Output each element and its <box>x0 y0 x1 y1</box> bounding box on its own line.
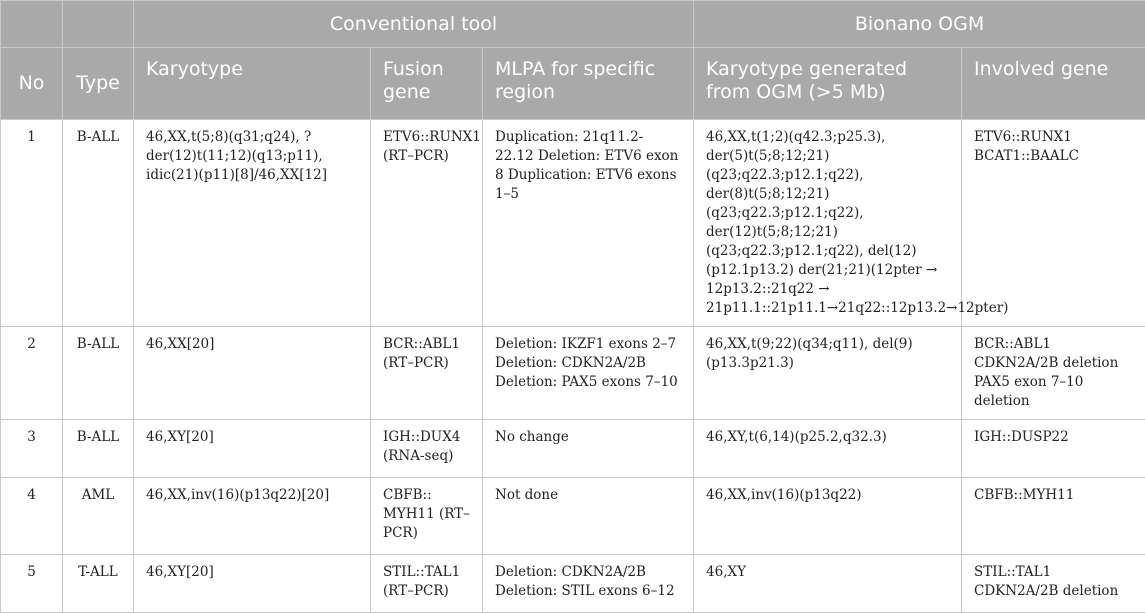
header-type: Type <box>63 48 134 120</box>
header-group-row <box>1 1 1145 48</box>
cell-karyotype-ogm: 46,XY,t(6,14)(p25.2,q32.3) <box>694 420 962 478</box>
cell-karyotype: 46,XY[20] <box>134 555 371 613</box>
cell-no: 3 <box>1 420 63 478</box>
header-involved-gene: Involved gene <box>962 48 1145 120</box>
header-blank-no <box>1 1 63 48</box>
cell-fusion-gene: BCR::ABL1 (RT–PCR) <box>371 327 483 420</box>
header-column-row <box>1 48 1145 120</box>
table-row <box>1 327 1145 420</box>
table-row <box>1 555 1145 613</box>
cell-fusion-gene: STIL::TAL1 (RT–PCR) <box>371 555 483 613</box>
cell-fusion-gene: IGH::DUX4 (RNA-seq) <box>371 420 483 478</box>
cell-involved-gene: BCR::ABL1 CDKN2A/2B deletion PAX5 exon 7–10 deletion <box>962 327 1145 420</box>
cell-karyotype: 46,XX,t(5;8)(q31;q24), ?der(12)t(11;12)(q13;p11), idic(21)(p11)[8]/46,XX[12] <box>134 120 371 327</box>
table-row <box>1 120 1145 327</box>
cell-no: 4 <box>1 478 63 555</box>
header-karyotype: Karyotype <box>134 48 371 120</box>
cell-type: B-ALL <box>63 120 134 327</box>
cell-mlpa: Deletion: CDKN2A/2B Deletion: STIL exons 6–12 <box>483 555 694 613</box>
cell-mlpa: Deletion: IKZF1 exons 2–7 Deletion: CDKN2A/2B Deletion: PAX5 exons 7–10 <box>483 327 694 420</box>
header-fusion-gene: Fusion gene <box>371 48 483 120</box>
cell-no: 1 <box>1 120 63 327</box>
cell-no: 2 <box>1 327 63 420</box>
cell-mlpa: Duplication: 21q11.2-22.12 Deletion: ETV6 exon 8 Duplication: ETV6 exons 1–5 <box>483 120 694 327</box>
cell-mlpa: No change <box>483 420 694 478</box>
cell-karyotype-ogm: 46,XX,t(1;2)(q42.3;p25.3), der(5)t(5;8;12;21)(q23;q22.3;p12.1;q22), der(8)t(5;8;12;21)(q23;q22.3;p12.1;q22), der(12)t(5;8;12;21)(q23;q22.3;p12.1;q22), del(12)(p12.1p13.2) der(21;21)(12pter → 12p13.2::21q22 → 21p11.1::21p11.1→21q22::12p13.2→12pter) <box>694 120 962 327</box>
cell-type: T-ALL <box>63 555 134 613</box>
cell-karyotype-ogm: 46,XX,inv(16)(p13q22) <box>694 478 962 555</box>
cell-type: B-ALL <box>63 327 134 420</box>
cell-karyotype: 46,XX,inv(16)(p13q22)[20] <box>134 478 371 555</box>
cell-karyotype-ogm: 46,XY <box>694 555 962 613</box>
cell-type: AML <box>63 478 134 555</box>
cell-involved-gene: STIL::TAL1 CDKN2A/2B deletion <box>962 555 1145 613</box>
cell-no: 5 <box>1 555 63 613</box>
header-karyotype-ogm: Karyotype generated from OGM (>5 Mb) <box>694 48 962 120</box>
cell-involved-gene: IGH::DUSP22 <box>962 420 1145 478</box>
header-mlpa: MLPA for specific region <box>483 48 694 120</box>
cell-mlpa: Not done <box>483 478 694 555</box>
cell-type: B-ALL <box>63 420 134 478</box>
table-row <box>1 478 1145 555</box>
cell-involved-gene: CBFB::MYH11 <box>962 478 1145 555</box>
cell-fusion-gene: CBFB:: MYH11 (RT–PCR) <box>371 478 483 555</box>
cell-involved-gene: ETV6::RUNX1 BCAT1::BAALC <box>962 120 1145 327</box>
cell-karyotype: 46,XY[20] <box>134 420 371 478</box>
table-row <box>1 420 1145 478</box>
header-bionano-ogm: Bionano OGM <box>694 1 1145 48</box>
header-no: No <box>1 48 63 120</box>
cell-karyotype-ogm: 46,XX,t(9;22)(q34;q11), del(9)(p13.3p21.3) <box>694 327 962 420</box>
cell-karyotype: 46,XX[20] <box>134 327 371 420</box>
header-conventional-tool: Conventional tool <box>134 1 694 48</box>
header-blank-type <box>63 1 134 48</box>
cell-fusion-gene: ETV6::RUNX1 (RT–PCR) <box>371 120 483 327</box>
